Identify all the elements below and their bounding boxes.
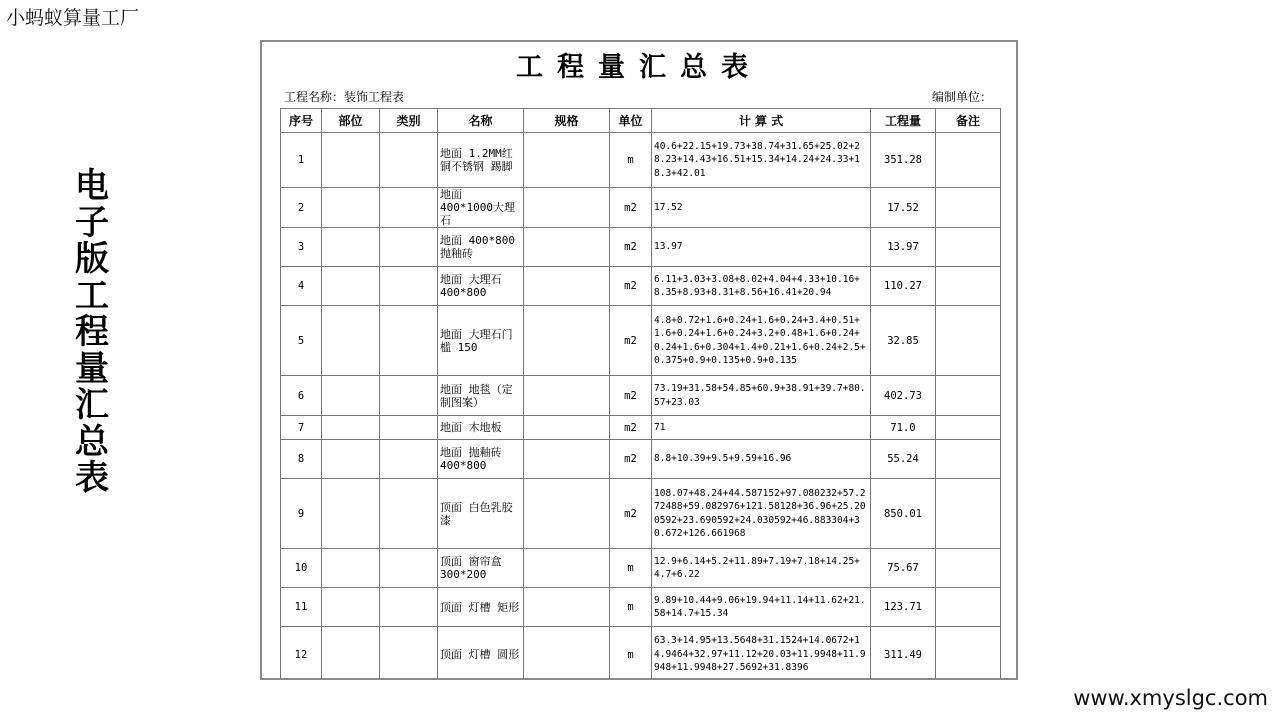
row-quantity: 123.71 (871, 588, 936, 627)
row-name: 地面 抛釉砖400*800 (438, 440, 524, 479)
row-category (380, 479, 438, 549)
row-remark (936, 549, 1001, 588)
row-no: 8 (281, 440, 322, 479)
row-name: 地面 400*1000大理石 (438, 188, 524, 228)
row-no: 2 (281, 188, 322, 228)
row-name: 地面 1.2MM红铜不锈钢 踢脚 (438, 133, 524, 188)
row-spec (524, 440, 610, 479)
row-name: 顶面 窗帘盒300*200 (438, 549, 524, 588)
row-category (380, 440, 438, 479)
header-remark: 备注 (936, 109, 1001, 133)
row-no: 12 (281, 627, 322, 681)
row-formula: 40.6+22.15+19.73+38.74+31.65+25.02+28.23+14.43+16.51+15.34+14.24+24.33+18.3+42.01 (652, 133, 871, 188)
row-no: 9 (281, 479, 322, 549)
row-quantity: 32.85 (871, 306, 936, 376)
table-header-row (281, 109, 1001, 133)
row-part (322, 133, 380, 188)
row-category (380, 306, 438, 376)
header-no: 序号 (281, 109, 322, 133)
table-row (281, 479, 1001, 549)
row-formula: 17.52 (652, 188, 871, 228)
row-name: 地面 木地板 (438, 416, 524, 440)
row-quantity: 351.28 (871, 133, 936, 188)
row-part (322, 306, 380, 376)
row-category (380, 627, 438, 681)
row-remark (936, 588, 1001, 627)
row-quantity: 75.67 (871, 549, 936, 588)
row-formula: 13.97 (652, 228, 871, 267)
row-formula: 73.19+31.58+54.85+60.9+38.91+39.7+80.57+23.03 (652, 376, 871, 416)
brand-logo-text: 小蚂蚁算量工厂 (6, 7, 140, 29)
row-part (322, 376, 380, 416)
header-category: 类别 (380, 109, 438, 133)
row-no: 5 (281, 306, 322, 376)
row-no: 6 (281, 376, 322, 416)
table-row (281, 306, 1001, 376)
row-category (380, 588, 438, 627)
row-part (322, 188, 380, 228)
row-part (322, 267, 380, 306)
row-remark (936, 627, 1001, 681)
compiler-label: 编制单位： (931, 90, 992, 104)
header-formula: 计 算 式 (652, 109, 871, 133)
row-category (380, 188, 438, 228)
sheet-title: 工程量汇总表 (516, 52, 762, 83)
row-spec (524, 549, 610, 588)
row-spec (524, 133, 610, 188)
row-unit: m (610, 627, 652, 681)
table-row (281, 416, 1001, 440)
row-part (322, 440, 380, 479)
row-formula: 8.8+10.39+9.5+9.59+16.96 (652, 440, 871, 479)
row-formula: 71 (652, 416, 871, 440)
website-url: www.xmyslgc.com (1073, 686, 1268, 710)
row-unit: m (610, 549, 652, 588)
row-spec (524, 188, 610, 228)
table-row (281, 440, 1001, 479)
row-remark (936, 306, 1001, 376)
row-unit: m2 (610, 376, 652, 416)
row-spec (524, 627, 610, 681)
row-no: 7 (281, 416, 322, 440)
table-row (281, 188, 1001, 228)
row-name: 地面 大理石400*800 (438, 267, 524, 306)
row-remark (936, 479, 1001, 549)
row-name: 顶面 灯槽 圆形 (438, 627, 524, 681)
row-category (380, 376, 438, 416)
row-unit: m2 (610, 306, 652, 376)
header-quantity: 工程量 (871, 109, 936, 133)
row-part (322, 228, 380, 267)
table-row (281, 376, 1001, 416)
row-spec (524, 588, 610, 627)
row-name: 顶面 灯槽 矩形 (438, 588, 524, 627)
row-unit: m2 (610, 228, 652, 267)
table-row (281, 228, 1001, 267)
header-unit: 单位 (610, 109, 652, 133)
row-remark (936, 416, 1001, 440)
row-formula: 9.89+10.44+9.06+19.94+11.14+11.62+21.58+14.7+15.34 (652, 588, 871, 627)
row-name: 顶面 白色乳胶漆 (438, 479, 524, 549)
table-row (281, 133, 1001, 188)
row-unit: m2 (610, 267, 652, 306)
row-remark (936, 267, 1001, 306)
row-quantity: 55.24 (871, 440, 936, 479)
row-quantity: 71.0 (871, 416, 936, 440)
row-spec (524, 228, 610, 267)
row-quantity: 311.49 (871, 627, 936, 681)
row-quantity: 110.27 (871, 267, 936, 306)
row-unit: m2 (610, 416, 652, 440)
row-no: 10 (281, 549, 322, 588)
row-category (380, 133, 438, 188)
row-formula: 12.9+6.14+5.2+11.89+7.19+7.18+14.25+4.7+6.22 (652, 549, 871, 588)
row-remark (936, 440, 1001, 479)
row-name: 地面 大理石门槛 150 (438, 306, 524, 376)
row-formula: 4.8+0.72+1.6+0.24+1.6+0.24+3.4+0.51+1.6+0.24+1.6+0.24+3.2+0.48+1.6+0.24+0.24+1.6+0.304+1.4+0.21+1.6+0.24+2.5+0.375+0.9+0.135+0.9+0.135 (652, 306, 871, 376)
row-part (322, 588, 380, 627)
row-formula: 6.11+3.03+3.08+8.02+4.04+4.33+10.16+8.35+8.93+8.31+8.56+16.41+20.94 (652, 267, 871, 306)
row-unit: m2 (610, 440, 652, 479)
row-part (322, 627, 380, 681)
row-quantity: 402.73 (871, 376, 936, 416)
row-quantity: 17.52 (871, 188, 936, 228)
row-category (380, 416, 438, 440)
table-row (281, 267, 1001, 306)
header-spec: 规格 (524, 109, 610, 133)
side-title: 电子版工程量汇总表 (75, 166, 109, 498)
row-unit: m (610, 133, 652, 188)
row-category (380, 228, 438, 267)
row-remark (936, 228, 1001, 267)
row-quantity: 13.97 (871, 228, 936, 267)
row-category (380, 267, 438, 306)
row-no: 1 (281, 133, 322, 188)
row-formula: 63.3+14.95+13.5648+31.1524+14.0672+14.9464+32.97+11.12+20.03+11.9948+11.9948+11.9948+27.5692+31.8396 (652, 627, 871, 681)
row-remark (936, 133, 1001, 188)
row-spec (524, 479, 610, 549)
row-name: 地面 400*800抛釉砖 (438, 228, 524, 267)
row-formula: 108.07+48.24+44.587152+97.080232+57.272488+59.082976+121.58128+36.96+25.200592+23.690592+24.030592+46.883304+30.672+126.661968 (652, 479, 871, 549)
table-row (281, 627, 1001, 681)
row-no: 4 (281, 267, 322, 306)
project-name-label: 工程名称：装饰工程表 (284, 90, 405, 104)
row-remark (936, 376, 1001, 416)
row-part (322, 479, 380, 549)
quantity-table (280, 108, 1001, 680)
row-spec (524, 267, 610, 306)
table-row (281, 549, 1001, 588)
summary-sheet (260, 40, 1018, 680)
row-part (322, 549, 380, 588)
header-part: 部位 (322, 109, 380, 133)
row-unit: m (610, 588, 652, 627)
header-name: 名称 (438, 109, 524, 133)
row-no: 3 (281, 228, 322, 267)
row-unit: m2 (610, 479, 652, 549)
row-name: 地面 地毯（定制图案） (438, 376, 524, 416)
table-row (281, 588, 1001, 627)
row-remark (936, 188, 1001, 228)
row-spec (524, 306, 610, 376)
row-quantity: 850.01 (871, 479, 936, 549)
row-no: 11 (281, 588, 322, 627)
row-category (380, 549, 438, 588)
row-part (322, 416, 380, 440)
row-spec (524, 376, 610, 416)
row-unit: m2 (610, 188, 652, 228)
row-spec (524, 416, 610, 440)
